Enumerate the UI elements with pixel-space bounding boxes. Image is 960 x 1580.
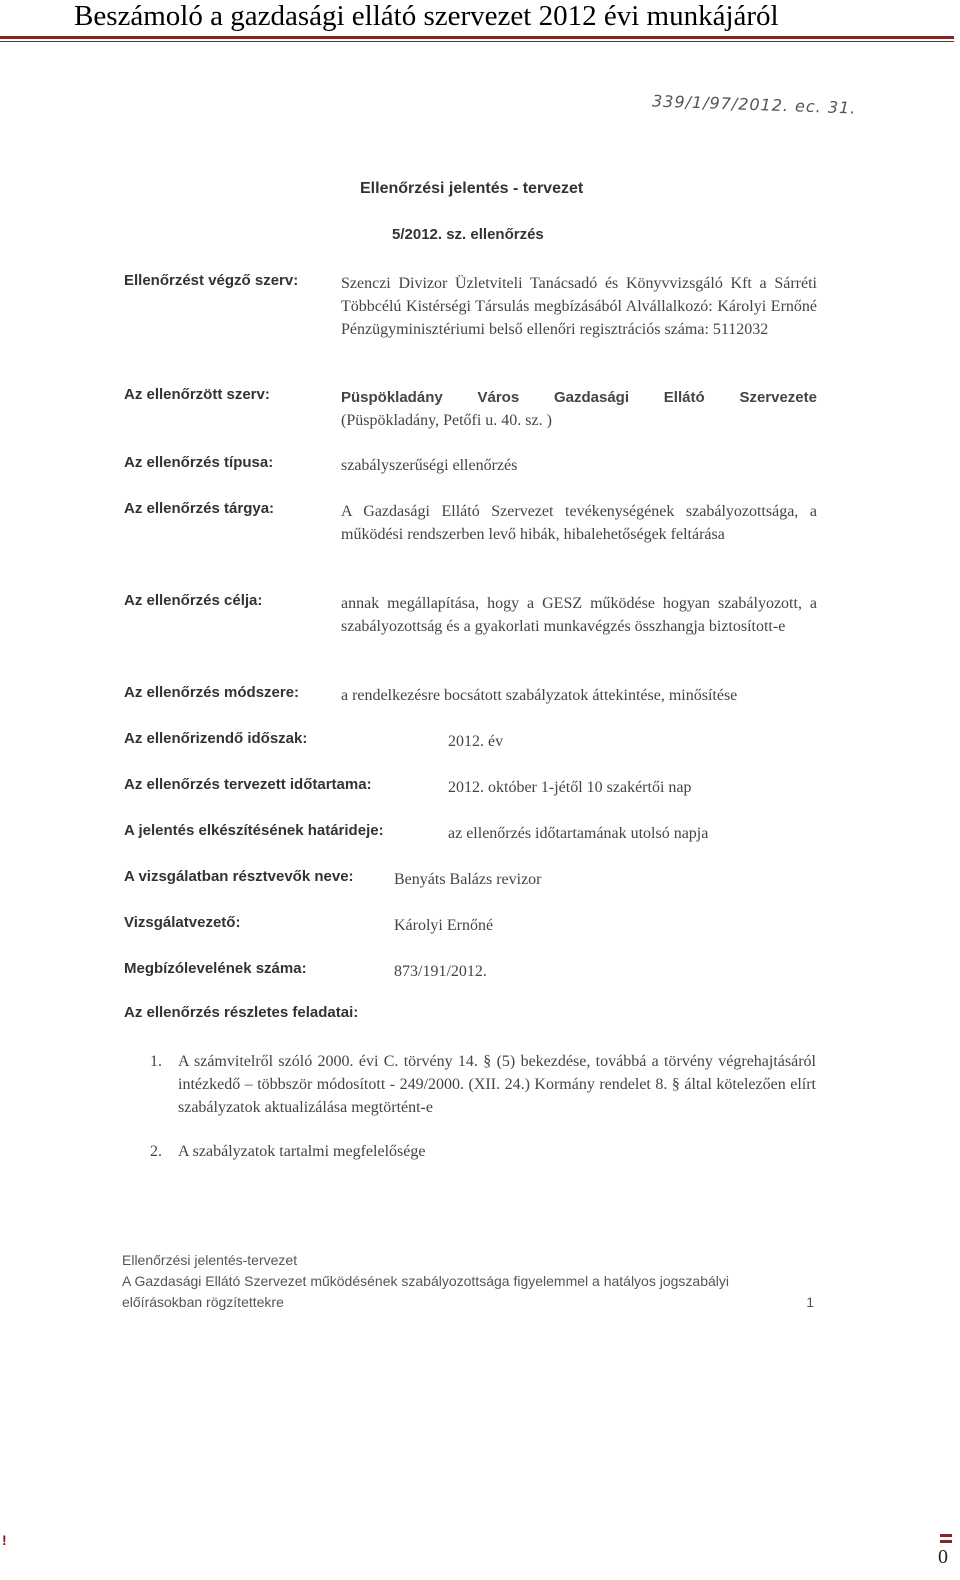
task-item — [150, 1050, 816, 1119]
field-value-address: (Püspökladány, Petőfi u. 40. sz. ) — [341, 412, 552, 429]
field-label: Az ellenőrzés célja: — [124, 592, 263, 609]
field-label: A vizsgálatban résztvevők neve: — [124, 868, 354, 885]
corner-rule-top — [940, 1534, 952, 1537]
header-rule-thick — [0, 36, 954, 39]
corner-mark: ! — [2, 1532, 7, 1548]
task-text: A szabályzatok tartalmi megfelelősége — [178, 1143, 426, 1160]
handwritten-reference: 339/1/97/2012. ec. 31. — [651, 91, 857, 118]
field-value: Szenczi Divizor Üzletviteli Tanácsadó és Könyvvizsgáló Kft a Sárréti Többcélú Kistérségi Társulás megbízásából Alvállalkozó: Károlyi Ernőné Pénzügyminisztériumi belső ellenőri regisztrációs száma: 5112032 — [341, 275, 817, 338]
field-label: Megbízólevelének száma: — [124, 960, 307, 977]
field-label: Ellenőrzést végző szerv: — [124, 272, 299, 289]
field-value: Benyáts Balázs revizor — [394, 871, 542, 888]
field-label: Vizsgálatvezető: — [124, 914, 241, 931]
header-rule-thin — [0, 41, 954, 42]
page-number: 0 — [938, 1546, 948, 1568]
field-value: 2012. év — [448, 733, 504, 750]
task-number: 1. — [150, 1053, 162, 1070]
corner-rule-bottom — [940, 1540, 952, 1543]
field-label: Az ellenőrzés tervezett időtartama: — [124, 776, 372, 793]
footer-line-1: Ellenőrzési jelentés-tervezet — [122, 1252, 298, 1268]
field-value: 2012. október 1-jétől 10 szakértői nap — [448, 779, 692, 796]
document-footer — [122, 1250, 822, 1313]
field-value: Püspökladány Város Gazdasági Ellátó Szervezete — [341, 389, 817, 406]
field-label: Az ellenőrzés típusa: — [124, 454, 274, 471]
field-label: Az ellenőrzés tárgya: — [124, 500, 275, 517]
footer-page-number: 1 — [806, 1294, 814, 1310]
field-label: A jelentés elkészítésének határideje: — [124, 822, 384, 839]
document-subtitle: 5/2012. sz. ellenőrzés — [392, 226, 544, 243]
field-value: A Gazdasági Ellátó Szervezet tevékenységének szabályozottsága, a működési rendszerben levő hibák, hibalehetőségek feltárása — [341, 503, 817, 543]
field-value: Károlyi Ernőné — [394, 917, 494, 934]
page-header — [0, 0, 960, 44]
task-text: A számvitelről szóló 2000. évi C. törvény 14. § (5) bekezdése, továbbá a törvény végrehajtásáról intézkedő – többször módosított - 249/2000. (XII. 24.) Kormány rendelet 8. § által kötelezően elírt szabályzatok aktualizálása megtörtént-e — [178, 1053, 816, 1116]
field-value: 873/191/2012. — [394, 963, 487, 980]
field-value: az ellenőrzés időtartamának utolsó napja — [448, 825, 709, 842]
field-label: Az ellenőrizendő időszak: — [124, 730, 308, 747]
task-item — [150, 1140, 816, 1163]
field-value: szabályszerűségi ellenőrzés — [341, 457, 518, 474]
report-title: Beszámoló a gazdasági ellátó szervezet 2012 évi munkájáról — [74, 0, 779, 32]
scanned-document — [0, 44, 960, 1334]
document-title: Ellenőrzési jelentés - tervezet — [360, 180, 584, 197]
field-value: a rendelkezésre bocsátott szabályzatok áttekintése, minősítése — [341, 687, 738, 704]
field-label: Az ellenőrzés módszere: — [124, 684, 300, 701]
footer-line-2: A Gazdasági Ellátó Szervezet működésének szabályozottsága figyelemmel a hatályos jogszabályi előírásokban rögzítettekre — [122, 1273, 729, 1310]
field-value: annak megállapítása, hogy a GESZ működése hogyan szabályozott, a szabályozottság és a gyakorlati munkavégzés összhangja biztosított-e — [341, 595, 817, 635]
tasks-title: Az ellenőrzés részletes feladatai: — [124, 1004, 359, 1021]
task-number: 2. — [150, 1143, 162, 1160]
field-label: Az ellenőrzött szerv: — [124, 386, 270, 403]
